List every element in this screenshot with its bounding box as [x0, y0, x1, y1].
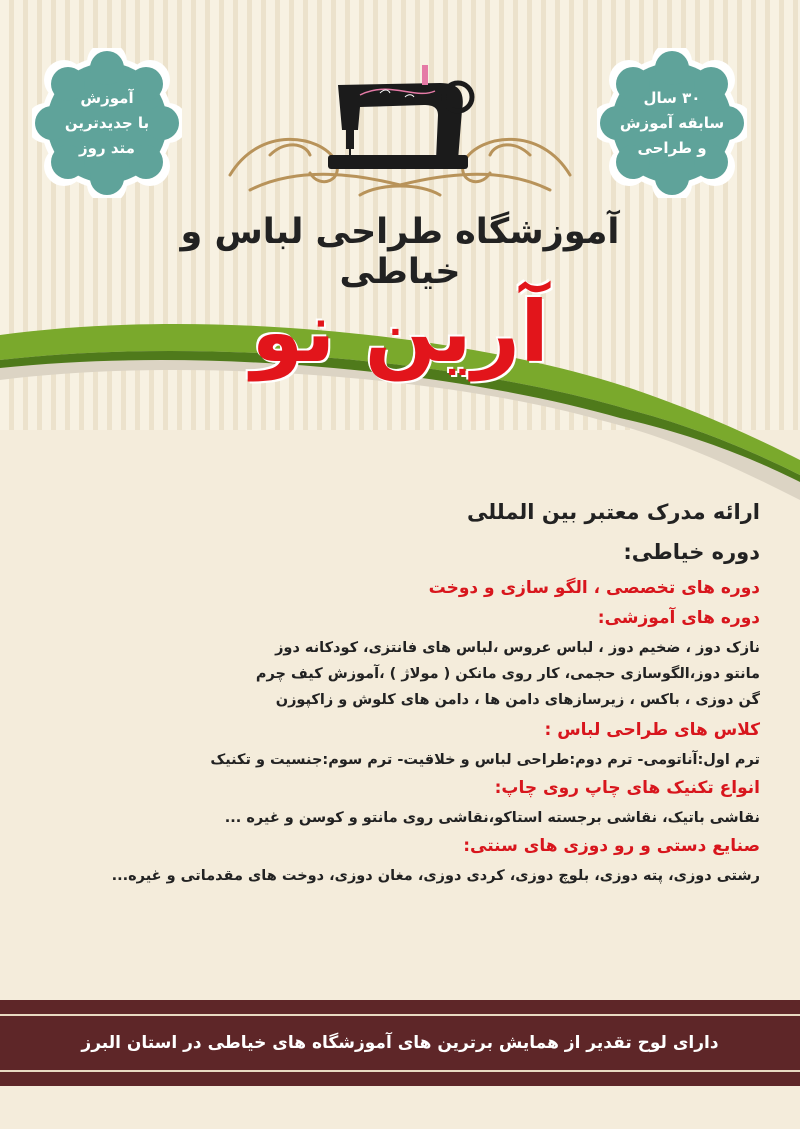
certificate-heading: ارائه مدرک معتبر بین المللی: [466, 500, 760, 524]
design-class-heading: کلاس های طراحی لباس :: [544, 720, 760, 740]
training-line-2: مانتو دوز،الگوسازی حجمی، کار روی مانکن ( مولاژ ) ،آموزش کیف چرم: [255, 666, 760, 682]
specialized-courses: دوره های تخصصی ، الگو سازی و دوخت: [428, 578, 760, 598]
print-techniques-heading: انواع تکنیک های چاپ روی چاپ:: [494, 778, 760, 798]
badge-right-line-1: ۳۰ سال: [643, 88, 701, 107]
badge-30-years: [597, 48, 747, 198]
crafts-heading: صنایع دستی و رو دوزی های سنتی:: [463, 836, 760, 856]
sewing-machine-icon: [328, 65, 472, 169]
badge-left-line-1: آموزش: [80, 88, 134, 107]
badge-left-line-3: متد روز: [79, 138, 135, 157]
footer-award-text: دارای لوح تقدیر از همایش برترین های آموزشگاه های خیاطی در استان البرز: [0, 1014, 800, 1072]
print-techniques-line: نقاشی باتیک، نقاشی برجسته استاکو،نقاشی روی مانتو و کوسن و غیره ...: [224, 810, 760, 826]
training-line-3: گن دوزی ، باکس ، زیرسازهای دامن ها ، دامن های کلوش و زاکپوزن: [275, 692, 760, 708]
crafts-line: رشتی دوزی، پته دوزی، بلوچ دوزی، کردی دوزی، مغان دوزی، دوخت های مقدماتی و غیره...: [111, 868, 760, 884]
training-courses-heading: دوره های آموزشی:: [597, 608, 760, 628]
sewing-course-heading: دوره خیاطی:: [623, 540, 760, 564]
school-subtitle: آموزشگاه طراحی لباس و خیاطی: [180, 212, 620, 292]
school-name-title: آرین نو: [251, 283, 549, 381]
badge-right-line-3: و طراحی: [637, 138, 707, 157]
design-terms-line: ترم اول:آناتومی- ترم دوم:طراحی لباس و خلاقیت- ترم سوم:جنسیت و تکنیک: [210, 752, 760, 768]
sewing-machine-logo: [210, 55, 590, 205]
badge-right-line-2: سابقه آموزش: [619, 113, 725, 132]
training-line-1: نازک دوز ، ضخیم دوز ، لباس عروس ،لباس های فانتزی، کودکانه دوز: [275, 640, 760, 656]
badge-latest-method: [32, 48, 182, 198]
badge-left-line-2: با جدیدترین: [64, 113, 150, 132]
course-content: [40, 500, 760, 884]
